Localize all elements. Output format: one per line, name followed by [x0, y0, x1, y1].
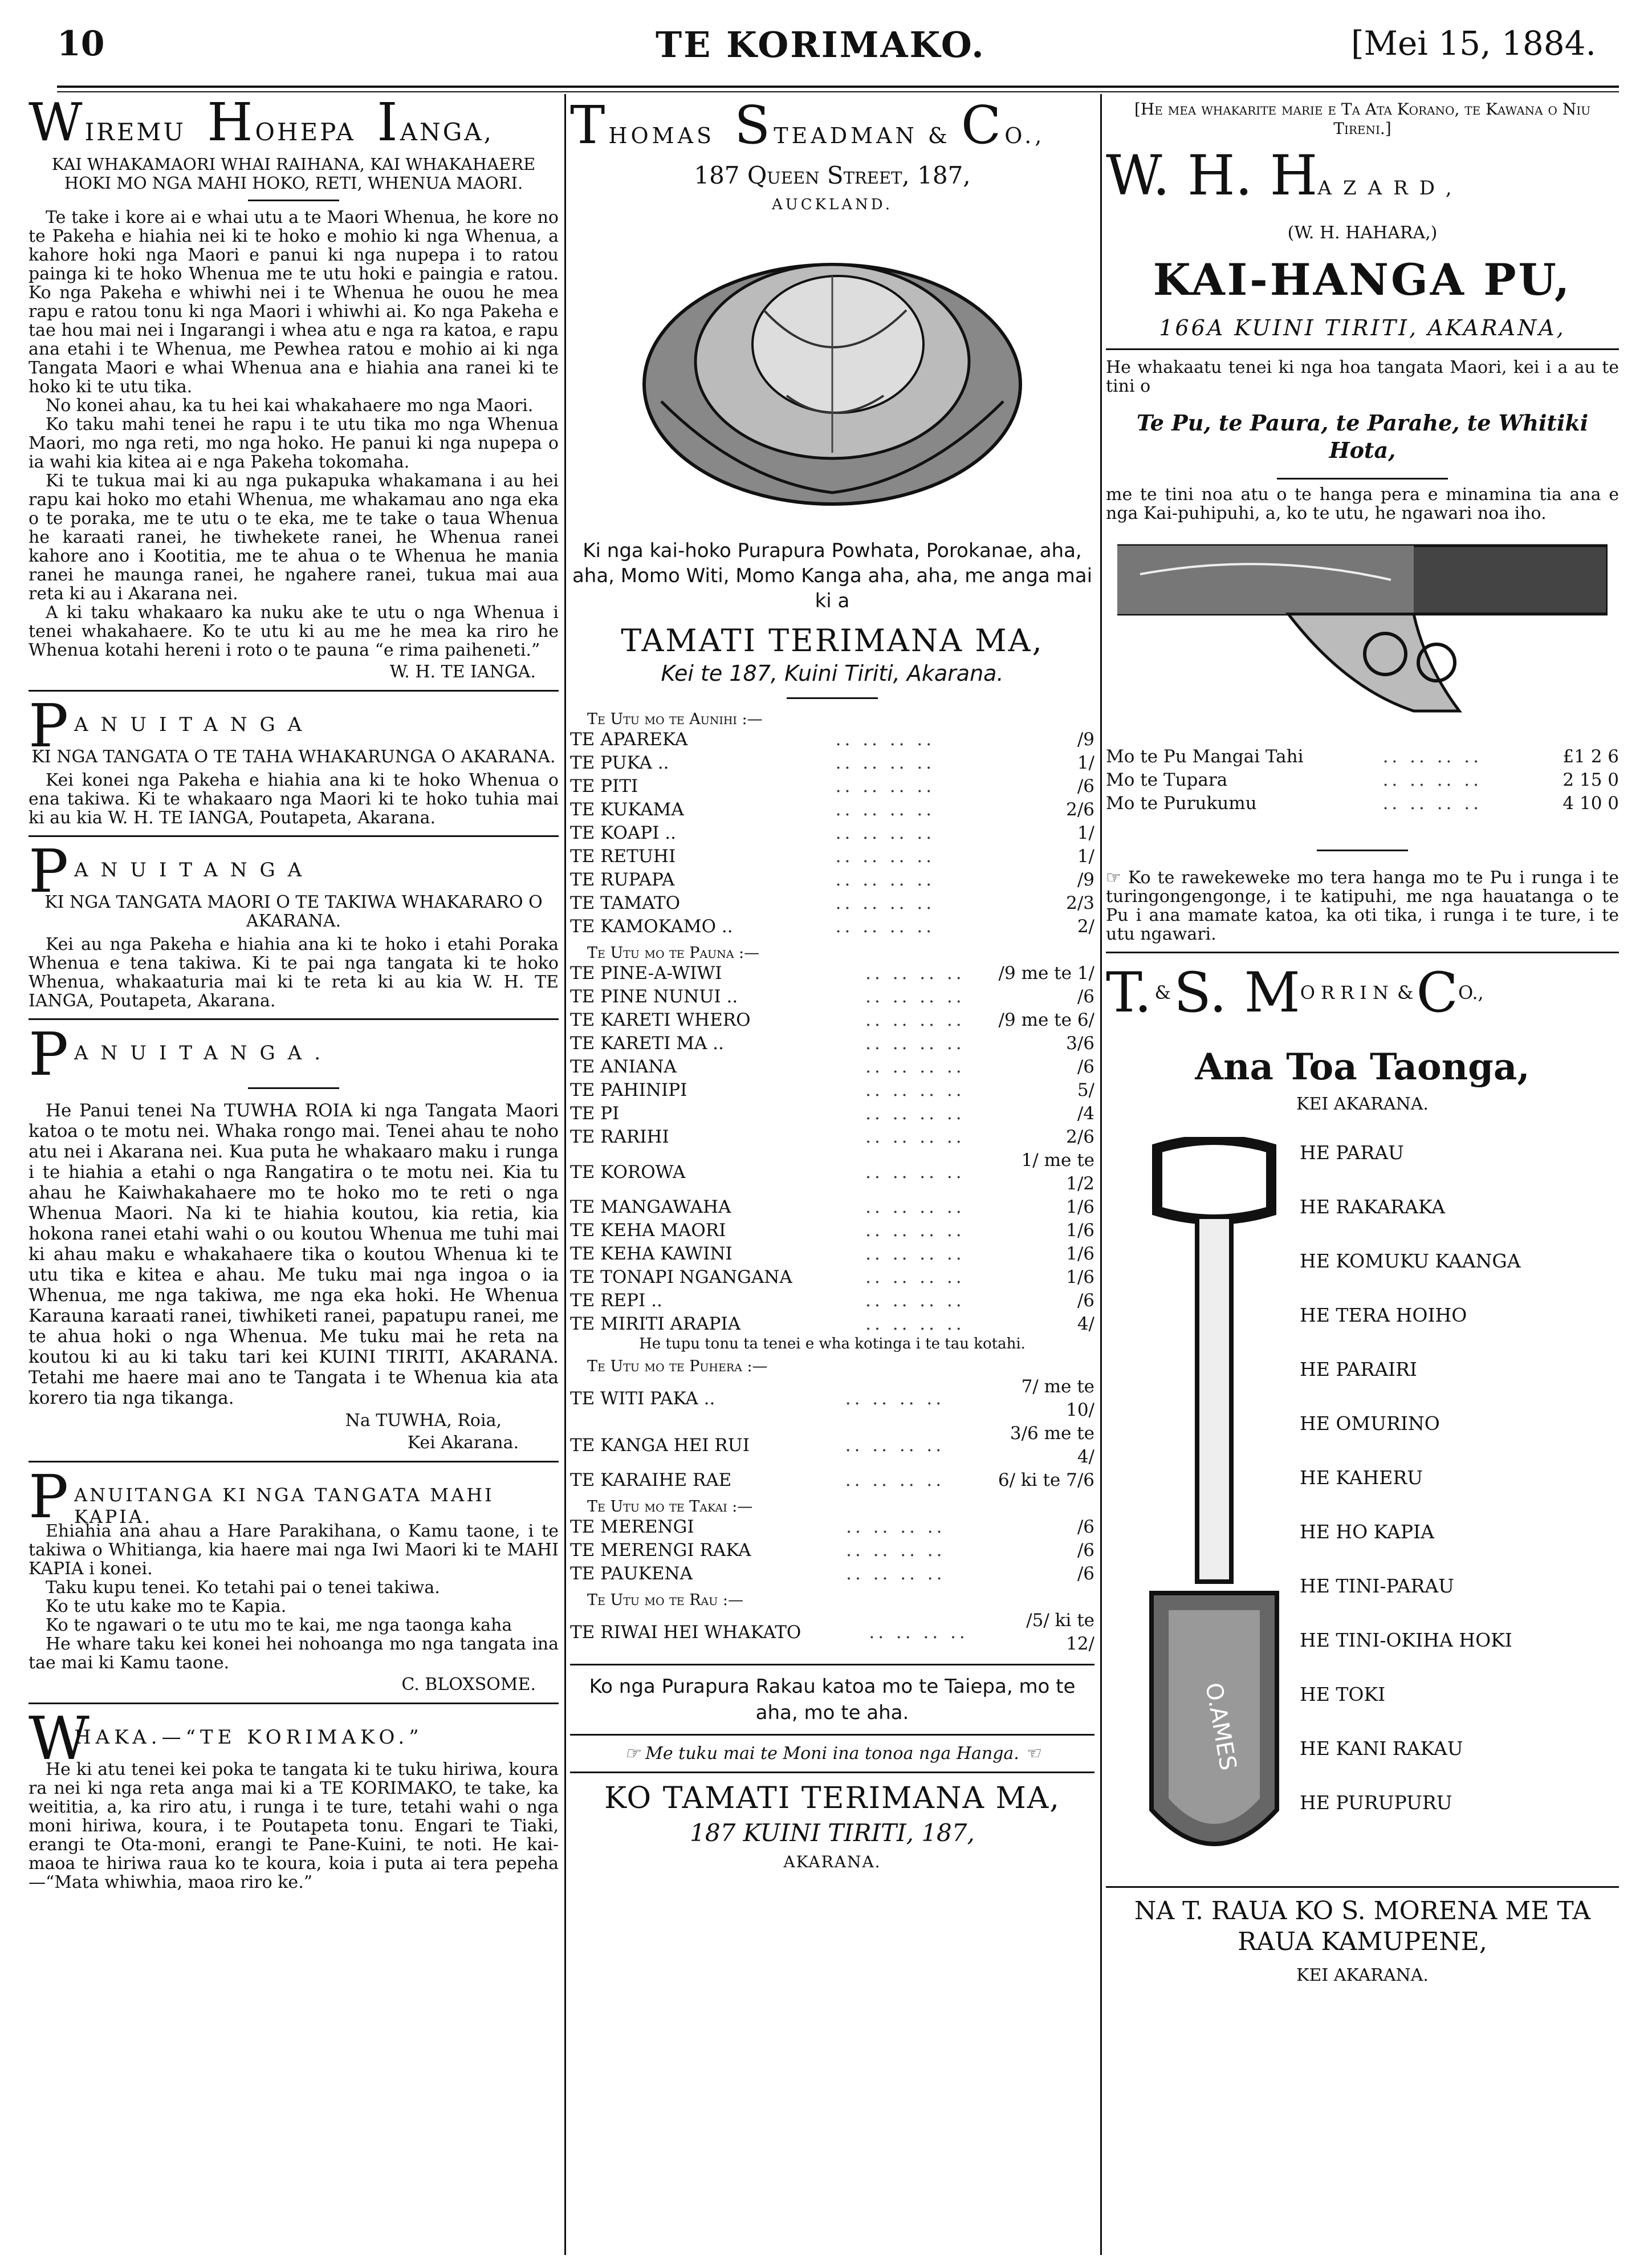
leader-dots: .. .. .. ..	[835, 870, 935, 890]
list-item: HE KANI RAKAU	[1300, 1737, 1463, 1760]
ad-body: Ko te utu kake mo te Kapia.	[46, 1596, 287, 1616]
signature-location: Kei Akarana.	[407, 1433, 519, 1453]
column-divider-2	[1100, 94, 1102, 2255]
ad-heading: P ANUITANGA.	[29, 1019, 333, 1089]
issue-date: [Mei 15, 1884.	[1350, 24, 1596, 63]
item-name: TE KARAIHE RAE	[570, 1470, 732, 1490]
repair-note: ☞ Ko te rawekeweke mo tera hanga mo te Pu i runga i te turingongengonge, i te katipuhi, me nga hauatanga o te Pu i ana mamate katoa, ka oti tika, i runga i te ture, i te utu ngawari.	[1106, 868, 1619, 944]
ad-body: Kei konei nga Pakeha e hiahia ana ki te hoko Whenua o ena takiwa. Ki te whakaaro nga Maori ki te hoko tuhia mai ki au kia W. H. TE IANGA, Poutapeta, Akarana.	[29, 770, 559, 828]
divider	[1317, 850, 1408, 851]
item-name: TE KOROWA	[570, 1161, 686, 1183]
ad-separator	[29, 1018, 559, 1020]
leader-dots: .. .. .. ..	[865, 1314, 965, 1334]
price-row	[570, 1102, 1094, 1126]
price-row	[570, 1422, 1094, 1469]
price-row	[570, 751, 1094, 775]
item-price: 2 15 0	[1563, 770, 1619, 790]
price-list	[570, 710, 1094, 1656]
divider	[248, 1087, 339, 1089]
price-row	[570, 1562, 1094, 1586]
ad-separator	[570, 1772, 1094, 1773]
price-row	[570, 845, 1094, 868]
price-section-heading: Te Utu mo te Aunihi :—	[587, 710, 763, 728]
item-name: TE RETUHI	[570, 846, 676, 867]
price-row	[570, 1469, 1094, 1492]
ad-body: He ki atu tenei kei poka te tangata ki te tuku hiriwa, koura ra nei ki nga reta anga mai ki a TE KORIMAKO, te take, ka weititia, a, ka riro atu, i runga i te ture, tetahi wahi o nga moni hiriwa, koura, i te Poutapeta tonu. Engari te Tiaki, erangi te Ota-moni, erangi te Pane-Kuini, te noti. He kai-maoa te hiriwa raua ko te koura, koia i puta ai tera pepeha—“Mata whiwhia, maoa riro ke.”	[29, 1760, 559, 1892]
newspaper-title: TE KORIMAKO.	[656, 24, 986, 66]
price-row	[570, 798, 1094, 822]
paragraph: Ko taku mahi tenei he rapu i te utu tika mo nga Whenua Maori, mo nga reti, mo nga hoko. He panui ki nga nupepa o ia wahi kia kitea ai e nga Pakeha tokomaha.	[29, 415, 559, 472]
signature: Na TUWHA, Roia,	[345, 1411, 502, 1431]
pointing-hand-icon: ☞	[624, 1744, 646, 1764]
hazard-land-agent-ad	[29, 100, 559, 682]
morrin-footer: NA T. RAUA KO S. MORENA ME TA RAUA KAMUPENE,	[1134, 1896, 1591, 1956]
gunsmith-address: 166A KUINI TIRITI, AKARANA,	[1159, 315, 1566, 340]
item-name: TE PI	[570, 1103, 620, 1124]
item-name: TE KOAPI ..	[570, 823, 676, 843]
ad-separator	[1106, 1886, 1619, 1888]
price-row	[570, 1055, 1094, 1079]
page-header	[57, 24, 1596, 70]
item-price: 3/6 me te 4/	[1010, 1423, 1094, 1467]
item-price: /6	[1077, 1290, 1094, 1311]
tree-seeds-note: Ko nga Purapura Rakau katoa mo te Taiepa, mo te aha, mo te aha.	[589, 1675, 1076, 1724]
whaka-korimako-ad	[29, 1704, 559, 1892]
item-name: TE APAREKA	[570, 729, 688, 750]
list-item: HE KOMUKU KAANGA	[1300, 1250, 1521, 1272]
leader-dots: .. .. .. ..	[835, 776, 935, 797]
leader-dots: .. .. .. ..	[1382, 793, 1482, 814]
item-price: /9 me te 6/	[998, 1010, 1094, 1030]
list-item: HE TINI-PARAU	[1300, 1575, 1454, 1597]
price-row	[570, 915, 1094, 938]
leader-dots: .. .. .. ..	[846, 1563, 946, 1584]
leader-dots: .. .. .. ..	[1382, 746, 1482, 767]
price-row	[570, 728, 1094, 751]
firm-city: AUCKLAND.	[772, 196, 893, 213]
divider	[787, 697, 878, 699]
ad-separator	[29, 1703, 559, 1704]
item-price: 1/6	[1066, 1220, 1094, 1241]
leader-dots: .. .. .. ..	[835, 893, 935, 913]
paragraph: No konei ahau, ka tu hei kai whakahaere mo nga Maori.	[46, 396, 534, 416]
item-name: TE KAMOKAMO ..	[570, 916, 733, 937]
ad-heading: P ANUITANGA KI NGA TANGATA MAHI KAPIA.	[29, 1462, 494, 1531]
gunsmith-alias: (W. H. HAHARA,)	[1287, 223, 1438, 243]
paragraph: Ki te tukua mai ki au nga pukapuka whakamana i au hei rapu kai hoko mo etahi Whenua, me whakamau ano nga eka o te poraka, me te utu o te eka, me te take o taua Whenua he karaati ranei, he tiwhekete ranei, he Whenua ranei kahore ano i Kootitia, me te ahua o te Whenua he mania ranei he maunga ranei, he ngahere ranei, tukua mai aua reta ki au i Akarana nei.	[29, 471, 559, 604]
gun-price-table	[1106, 745, 1619, 815]
item-name: TE KEHA MAORI	[570, 1220, 726, 1241]
price-row	[570, 1219, 1094, 1242]
list-item: HE TERA HOIHO	[1300, 1304, 1467, 1326]
item-price: /6	[1077, 1540, 1094, 1561]
cabbage-icon	[627, 213, 1037, 533]
item-price: 1/ me te 1/2	[1021, 1150, 1094, 1194]
tuwha-roia-ad	[29, 1019, 559, 1453]
item-price: 5/	[1077, 1080, 1094, 1100]
item-name: TE MANGAWAHA	[570, 1197, 731, 1217]
item-name: Mo te Pu Mangai Tahi	[1106, 746, 1304, 767]
panuitanga-south-ad	[29, 836, 559, 1011]
governor-note: [He mea whakarite marie e Ta Ata Korano, te Kawana o Niu Tireni.]	[1134, 100, 1591, 138]
list-item: HE HO KAPIA	[1300, 1521, 1434, 1543]
price-row	[570, 1196, 1094, 1219]
item-price: 1/6	[1066, 1244, 1094, 1264]
ad-separator	[570, 1734, 1094, 1736]
item-name: TE TAMATO	[570, 893, 681, 913]
ad-separator	[29, 835, 559, 837]
morrin-location: KEI AKARANA.	[1296, 1094, 1429, 1114]
leader-dots: .. .. .. ..	[865, 1010, 965, 1030]
price-row	[570, 1516, 1094, 1539]
price-section-heading: Te Utu mo te Takai :—	[587, 1498, 753, 1516]
leader-dots: .. .. .. ..	[835, 846, 935, 867]
ad-heading: P ANUITANGA	[29, 836, 315, 906]
item-price: 2/6	[1066, 1127, 1094, 1147]
leader-dots: .. .. .. ..	[865, 1290, 965, 1311]
ad-separator	[1106, 952, 1619, 953]
price-row	[570, 1079, 1094, 1102]
item-name: TE REPI ..	[570, 1290, 662, 1311]
leader-dots: .. .. .. ..	[835, 729, 935, 750]
price-row	[1106, 769, 1619, 792]
ad-separator	[29, 690, 559, 692]
price-row	[1106, 745, 1619, 769]
divider	[248, 200, 339, 201]
item-price: /6	[1077, 986, 1094, 1007]
ad-heading: W HAKA.—“TE KORIMAKO.”	[29, 1704, 424, 1773]
firm-address: 187 Queen Street, 187,	[694, 161, 971, 189]
price-row	[570, 1375, 1094, 1422]
item-name: TE KUKAMA	[570, 799, 684, 820]
column-1	[29, 100, 559, 1892]
price-row	[570, 822, 1094, 845]
item-name: TE TONAPI NGANGANA	[570, 1267, 792, 1287]
signature: W. H. TE IANGA.	[389, 662, 536, 682]
leader-dots: .. .. .. ..	[865, 1103, 965, 1124]
list-item: HE RAKARAKA	[1300, 1196, 1446, 1218]
price-table-aunihi	[570, 728, 1094, 938]
divider	[1277, 478, 1448, 480]
item-name: TE RUPAPA	[570, 870, 675, 890]
price-table-rau	[570, 1609, 1094, 1656]
leader-dots: .. .. .. ..	[865, 1244, 965, 1264]
leader-dots: .. .. .. ..	[865, 986, 965, 1007]
pointing-hand-icon: ☞	[1106, 868, 1128, 888]
ad-subtitle: KI NGA TANGATA O TE TAHA WHAKARUNGA O AKARANA.	[31, 747, 556, 767]
price-row	[570, 1609, 1094, 1656]
page-number: 10	[57, 24, 105, 64]
ad-body: Ko te ngawari o te utu mo te kai, me nga taonga kaha	[46, 1615, 512, 1635]
item-price: 1/	[1077, 846, 1094, 867]
price-row	[570, 868, 1094, 892]
ad-body: Ehiahia ana ahau a Hare Parakihana, o Kamu taone, i te takiwa o Whitianga, kia haere mai nga Iwi Maori ki te MAHI KAPIA i konei.	[29, 1521, 559, 1579]
leader-dots: .. .. .. ..	[835, 799, 935, 820]
leader-dots: .. .. .. ..	[865, 1057, 965, 1077]
price-row	[570, 1242, 1094, 1266]
item-name: TE KEHA KAWINI	[570, 1244, 733, 1264]
item-price: 1/	[1077, 753, 1094, 773]
leader-dots: .. .. .. ..	[865, 1033, 965, 1054]
item-price: 3/6	[1066, 1033, 1094, 1054]
item-name: TE PUKA ..	[570, 753, 669, 773]
ad-body: Taku kupu tenei. Ko tetahi pai o tenei takiwa.	[46, 1578, 440, 1598]
kapia-ad	[29, 1462, 559, 1695]
spade-icon	[1129, 1137, 1300, 1878]
gunsmith-more: me te tini noa atu o te hanga pera e minamina tia ana e nga Kai-puhipuhi, a, ko te utu, he ngawari noa iho.	[1106, 485, 1619, 523]
agent-subtitle: KAI WHAKAMAORI WHAI RAIHANA, KAI WHAKAHAERE HOKI MO NGA MAHI HOKO, RETI, WHENUA MAORI.	[51, 155, 536, 193]
price-row	[570, 962, 1094, 985]
item-price: /6	[1077, 1563, 1094, 1584]
shotgun-icon	[1117, 540, 1608, 722]
price-section-heading: Te Utu mo te Pauna :—	[587, 944, 760, 962]
morrin-goods-list	[1300, 1126, 1619, 1830]
item-price: 1/6	[1066, 1267, 1094, 1287]
agent-name: WIREMU HOHEPA IANGA,	[29, 100, 494, 153]
item-name: Mo te Tupara	[1106, 770, 1228, 790]
price-row	[570, 1126, 1094, 1149]
signature: C. BLOXSOME.	[401, 1675, 536, 1695]
list-item: HE PURUPURU	[1300, 1791, 1452, 1814]
paragraph: A ki taku whakaaro ka nuku ake te utu o nga Whenua i tenei whakahaere. Ko te utu ki au me he mea ka riro he Whenua kotahi hereni i roto o te pauna “e rima paiheneti.”	[29, 603, 559, 660]
pointing-hand-icon: ☜	[1019, 1744, 1040, 1764]
leader-dots: .. .. .. ..	[845, 1435, 945, 1456]
price-row	[570, 1009, 1094, 1032]
item-name: TE MERENGI	[570, 1517, 694, 1537]
price-row	[570, 1266, 1094, 1289]
item-price: £1 2 6	[1563, 746, 1619, 767]
price-note: He tupu tonu ta tenei e wha kotinga i te tau kotahi.	[639, 1335, 1026, 1352]
leader-dots: .. .. .. ..	[865, 1161, 965, 1183]
item-price: /6	[1077, 1057, 1094, 1077]
list-item: HE OMURINO	[1300, 1412, 1440, 1435]
item-price: 4/	[1077, 1314, 1094, 1334]
price-row	[1106, 792, 1619, 815]
item-name: TE PITI	[570, 776, 638, 797]
item-price: 4 10 0	[1563, 793, 1619, 814]
ad-heading: P ANUITANGA	[29, 691, 315, 761]
footer-dealer-address: 187 KUINI TIRITI, 187,	[690, 1819, 975, 1847]
price-row	[570, 1289, 1094, 1313]
item-price: 7/ me te 10/	[1021, 1376, 1094, 1420]
ad-subtitle: KI NGA TANGATA MAORI O TE TAKIWA WHAKARARO O AKARANA.	[44, 892, 543, 931]
gunsmith-goods: Te Pu, te Paura, te Parahe, te Whitiki Hota,	[1136, 410, 1589, 463]
item-name: TE PINE NUNUI ..	[570, 986, 738, 1007]
price-section-heading: Te Utu mo te Rau :—	[587, 1591, 743, 1609]
seed-intro: Ki nga kai-hoko Purapura Powhata, Porokanae, aha, aha, Momo Witi, Momo Kanga aha, aha, me anga mai ki a	[572, 539, 1093, 612]
price-row	[570, 985, 1094, 1009]
item-price: 6/ ki te 7/6	[998, 1470, 1094, 1490]
item-price: /5/ ki te 12/	[1026, 1610, 1094, 1654]
leader-dots: .. .. .. ..	[865, 1197, 965, 1217]
leader-dots: .. .. .. ..	[846, 1540, 946, 1561]
item-name: TE PAUKENA	[570, 1563, 693, 1584]
ad-body: Kei au nga Pakeha e hiahia ana ki te hoko i etahi Poraka Whenua e tena takiwa. Ki te pai nga tangata ki te hoko Whenua, whakaaturia mai ki te reta ki au kia W. H. TE IANGA, Poutapeta, Akarana.	[29, 935, 559, 1011]
price-row	[570, 1313, 1094, 1336]
item-name: TE MERENGI RAKA	[570, 1540, 751, 1561]
header-rule	[57, 86, 1619, 88]
list-item: HE PARAU	[1300, 1141, 1404, 1164]
footer-dealer-name: KO TAMATI TERIMANA MA,	[604, 1781, 1060, 1815]
item-price: 1/6	[1066, 1197, 1094, 1217]
panuitanga-north-ad	[29, 691, 559, 828]
ad-separator	[29, 1461, 559, 1462]
morrin-store: Ana Toa Taonga,	[1195, 1046, 1530, 1088]
item-name: TE KARETI WHERO	[570, 1010, 751, 1030]
leader-dots: .. .. .. ..	[869, 1622, 969, 1643]
price-table-takai	[570, 1516, 1094, 1586]
ad-body: He whare taku kei konei hei nohoanga mo nga tangata ina tae mai ki Kamu taone.	[29, 1634, 559, 1673]
item-price: 1/	[1077, 823, 1094, 843]
item-price: 2/3	[1066, 893, 1094, 913]
item-name: TE RIWAI HEI WHAKATO	[570, 1622, 801, 1643]
leader-dots: .. .. .. ..	[835, 916, 935, 937]
item-name: TE WITI PAKA ..	[570, 1388, 715, 1409]
leader-dots: .. .. .. ..	[846, 1517, 946, 1537]
header-rule-thin	[57, 91, 1619, 92]
leader-dots: .. .. .. ..	[865, 1080, 965, 1100]
item-price: /9	[1077, 729, 1094, 750]
column-3	[1106, 100, 1619, 1985]
list-item: HE KAHERU	[1300, 1466, 1423, 1489]
ad-separator	[1106, 348, 1619, 350]
price-row	[570, 1032, 1094, 1055]
leader-dots: .. .. .. ..	[865, 1267, 965, 1287]
price-table-pauna	[570, 962, 1094, 1336]
leader-dots: .. .. .. ..	[865, 963, 965, 984]
item-price: /9	[1077, 870, 1094, 890]
morrin-footer-location: KEI AKARANA.	[1296, 1965, 1429, 1985]
item-price: 2/6	[1066, 799, 1094, 820]
leader-dots: .. .. .. ..	[845, 1470, 945, 1490]
price-section-heading: Te Utu mo te Puhera :—	[587, 1358, 768, 1375]
item-price: /6	[1077, 776, 1094, 797]
gunsmith-name: W. H. HAZARD,	[1106, 144, 1463, 208]
list-item: HE TOKI	[1300, 1683, 1386, 1705]
leader-dots: .. .. .. ..	[865, 1127, 965, 1147]
ad-separator	[570, 1664, 1094, 1665]
item-name: TE RARIHI	[570, 1127, 669, 1147]
item-price: 2/	[1077, 916, 1094, 937]
morrin-goods-section	[1106, 1126, 1619, 1878]
price-row	[570, 775, 1094, 798]
item-name: TE KARETI MA ..	[570, 1033, 724, 1054]
list-item: HE PARAIRI	[1300, 1358, 1417, 1380]
item-price: /4	[1077, 1103, 1094, 1124]
dealer-name: TAMATI TERIMANA MA,	[621, 623, 1044, 659]
item-name: TE MIRITI ARAPIA	[570, 1314, 741, 1334]
leader-dots: .. .. .. ..	[835, 753, 935, 773]
price-row	[570, 1149, 1094, 1196]
leader-dots: .. .. .. ..	[835, 823, 935, 843]
paragraph: Te take i kore ai e whai utu a te Maori Whenua, he kore no te Pakeha e hiahia nei ki te hoko e mohio ki nga Whenua, a kahore hoki nga Maori e panui ki nga nupepa i to ratou painga ki te hoko Whenua me te utu hoki e paingia e ratou. Ko nga Pakeha e whiwhi nei i te Whenua he ouou he mea rapu e ratou tonu ki nga Maori i whiwhi ai. Ko nga Pakeha e tae hou mai nei i Ingarangi i whea atu e nga ra katoa, e rapu ana etahi i te Whenua, me Pewhea ratou e mohio ai ki nga Tangata Maori e whai Whenua ana e hiahia ana ranei ki te hoko ki te utu tika.	[29, 208, 559, 397]
item-price: /9 me te 1/	[998, 963, 1094, 984]
firm-name: THOMAS STEADMAN & CO.,	[570, 100, 1045, 156]
ad-body: He Panui tenei Na TUWHA ROIA ki nga Tangata Maori katoa o te motu nei. Whaka rongo mai. Tenei ahau te noho atu nei i Akarana nei. Kua puta he whakaaro maku i runga i te hiahia a etahi o nga Rangatira o te motu nei. Kia tu ahau he Kaiwhakahaere mo te hoko mo te reti o nga Whenua Maori. Na ki te hiahia koutou, kia retia, kia hokona ranei etahi wahi o ou koutou Whenua me tuhi mai ki ahau maku e whakahaere tika o koutou Whenua ki te utu tika e kitea e ahau. Me tuku mai nga ingoa o ia Whenua, me nga takiwa, me nga eka hoki. He Whenua Karauna karaati ranei, tiwhiketi ranei, papatupu ranei, me te ahua hoki o nga Whenua. Me tuku mai he reta na koutou ki au ki taku tari kei KUINI TIRITI, AKARANA. Tetahi me haere mai ano te Tangata i te Whenua kia ata korero tia nga tikanga.	[29, 1100, 559, 1408]
gunsmith-trade: KAI-HANGA PU,	[1153, 254, 1572, 305]
price-table-puhera	[570, 1375, 1094, 1492]
price-row	[570, 1539, 1094, 1562]
item-name: TE ANIANA	[570, 1057, 677, 1077]
money-note: ☞ Me tuku mai te Moni ina tonoa nga Hanga. ☜	[624, 1744, 1040, 1764]
price-row	[570, 892, 1094, 915]
column-2	[570, 100, 1094, 1871]
spade-label: O.AMES	[1200, 1680, 1242, 1773]
list-item: HE TINI-OKIHA HOKI	[1300, 1629, 1512, 1651]
leader-dots: .. .. .. ..	[1382, 770, 1482, 790]
item-name: TE KANGA HEI RUI	[570, 1435, 750, 1456]
item-price: /6	[1077, 1517, 1094, 1537]
leader-dots: .. .. .. ..	[865, 1220, 965, 1241]
dealer-address: Kei te 187, Kuini Tiriti, Akarana.	[661, 661, 1004, 686]
leader-dots: .. .. .. ..	[845, 1388, 945, 1409]
item-name: TE PAHINIPI	[570, 1080, 687, 1100]
gunsmith-intro: He whakaatu tenei ki nga hoa tangata Maori, kei i a au te tini o	[1106, 357, 1619, 396]
column-divider-1	[564, 94, 566, 2255]
footer-dealer-city: AKARANA.	[783, 1852, 881, 1871]
item-name: Mo te Purukumu	[1106, 793, 1257, 814]
morrin-firm-name: T. & S. MORRIN & CO.,	[1106, 961, 1484, 1025]
item-name: TE PINE-A-WIWI	[570, 963, 722, 984]
